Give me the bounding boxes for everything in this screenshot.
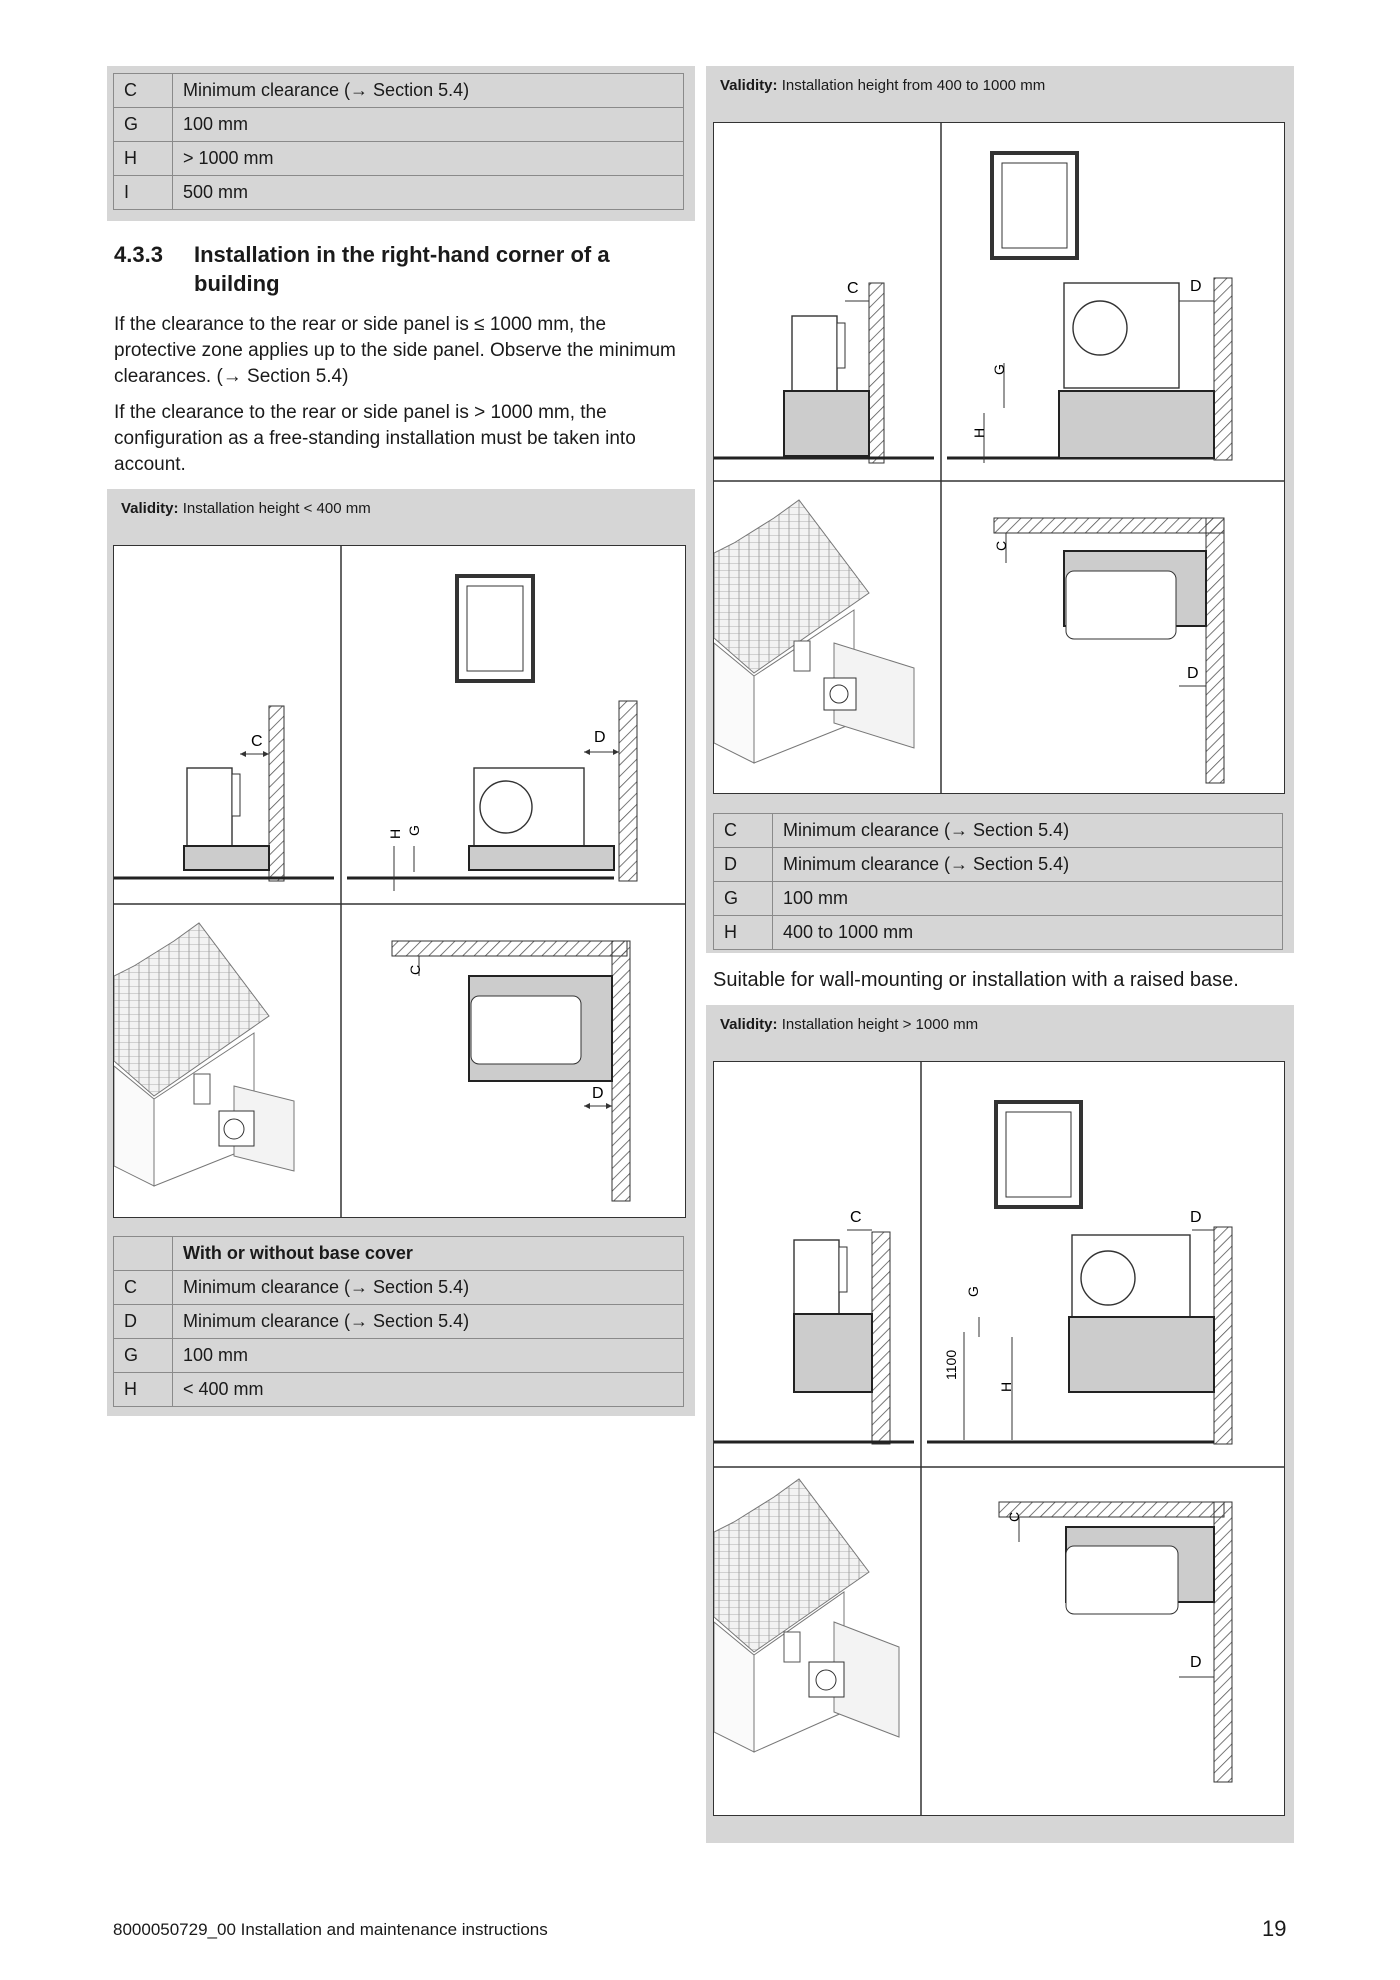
page-number: 19 (1262, 1916, 1287, 1941)
validity-text: Installation height < 400 mm (182, 500, 371, 517)
validity-text: Installation height from 400 to 1000 mm (781, 77, 1046, 94)
row-value: 400 to 1000 mm (773, 916, 1283, 950)
validity-text: Installation height > 1000 mm (781, 1016, 979, 1033)
row-value: 100 mm (173, 1339, 684, 1373)
table-row (714, 916, 1283, 950)
section-title: Installation in the right-hand corner of a building (194, 242, 610, 296)
section-heading (114, 240, 694, 300)
svg-text:C: C (993, 540, 1009, 551)
validity-label: Validity: (121, 500, 179, 517)
row-key: C (714, 814, 773, 848)
table-row (114, 1271, 684, 1305)
validity-high (720, 1016, 978, 1033)
table-row (114, 108, 684, 142)
svg-text:H: H (998, 1381, 1014, 1392)
row-key: H (114, 1373, 173, 1407)
row-value: Minimum clearance (→ Section 5.4) (773, 814, 1283, 848)
row-key: H (714, 916, 773, 950)
table-row (114, 176, 684, 210)
table-header: With or without base cover (173, 1237, 684, 1271)
row-key: D (114, 1305, 173, 1339)
validity-mid (720, 77, 1045, 94)
svg-text:C: C (850, 1209, 862, 1226)
figure-low-drawing (114, 546, 685, 1217)
table-row (714, 882, 1283, 916)
row-key: G (114, 1339, 173, 1373)
table-row (714, 814, 1283, 848)
row-key: G (714, 882, 773, 916)
svg-text:C: C (847, 280, 859, 297)
figure-high-drawing (714, 1062, 1284, 1815)
svg-text:G: G (965, 1286, 981, 1297)
validity-low (121, 500, 371, 517)
svg-text:C: C (407, 964, 423, 975)
svg-text:D: D (1190, 1209, 1202, 1226)
svg-text:D: D (1190, 1654, 1202, 1671)
row-key: G (114, 108, 173, 142)
row-value: 500 mm (173, 176, 684, 210)
svg-text:G: G (991, 364, 1007, 375)
table-row (714, 848, 1283, 882)
svg-text:D: D (1187, 665, 1199, 682)
row-value: Minimum clearance (→ Section 5.4) (173, 1271, 684, 1305)
table-row (114, 74, 684, 108)
svg-text:D: D (592, 1085, 604, 1102)
table-row (114, 1339, 684, 1373)
svg-text:H: H (971, 427, 987, 438)
paragraph-1: If the clearance to the rear or side panel is ≤ 1000 mm, the protective zone applies up to the side panel. Observe the minimum clearances. (→ Section 5.4) (114, 314, 676, 387)
figure-low (113, 545, 686, 1218)
svg-text:H: H (387, 828, 403, 839)
svg-text:G: G (406, 825, 422, 836)
row-key: C (114, 74, 173, 108)
table-header-row (114, 1237, 684, 1271)
paragraph-2: If the clearance to the rear or side panel is > 1000 mm, the configuration as a free-standing installation must be taken into account. (114, 402, 636, 475)
svg-text:1100: 1100 (943, 1349, 959, 1380)
svg-text:D: D (594, 729, 606, 746)
table-row (114, 1305, 684, 1339)
row-value: Minimum clearance (→ Section 5.4) (173, 1305, 684, 1339)
row-value: > 1000 mm (173, 142, 684, 176)
svg-text:C: C (1006, 1511, 1022, 1522)
validity-label: Validity: (720, 77, 778, 94)
row-key: H (114, 142, 173, 176)
row-value: Minimum clearance (→ Section 5.4) (773, 848, 1283, 882)
low-clearance-table (113, 1236, 684, 1407)
figure-high (713, 1061, 1285, 1816)
row-value: < 400 mm (173, 1373, 684, 1407)
row-key: C (114, 1271, 173, 1305)
figure-mid (713, 122, 1285, 794)
table-row (114, 142, 684, 176)
mounting-note: Suitable for wall-mounting or installation with a raised base. (713, 969, 1293, 992)
row-value: Minimum clearance (→ Section 5.4) (173, 74, 684, 108)
mid-clearance-table (713, 813, 1283, 950)
validity-label: Validity: (720, 1016, 778, 1033)
figure-mid-drawing (714, 123, 1284, 793)
row-key: I (114, 176, 173, 210)
svg-text:D: D (1190, 278, 1202, 295)
footer-document: 8000050729_00 Installation and maintenance instructions (113, 1920, 548, 1939)
svg-text:C: C (251, 733, 263, 750)
row-value: 100 mm (173, 108, 684, 142)
row-key: D (714, 848, 773, 882)
section-number: 4.3.3 (114, 242, 163, 267)
top-clearance-table (113, 73, 684, 210)
row-value: 100 mm (773, 882, 1283, 916)
table-row (114, 1373, 684, 1407)
